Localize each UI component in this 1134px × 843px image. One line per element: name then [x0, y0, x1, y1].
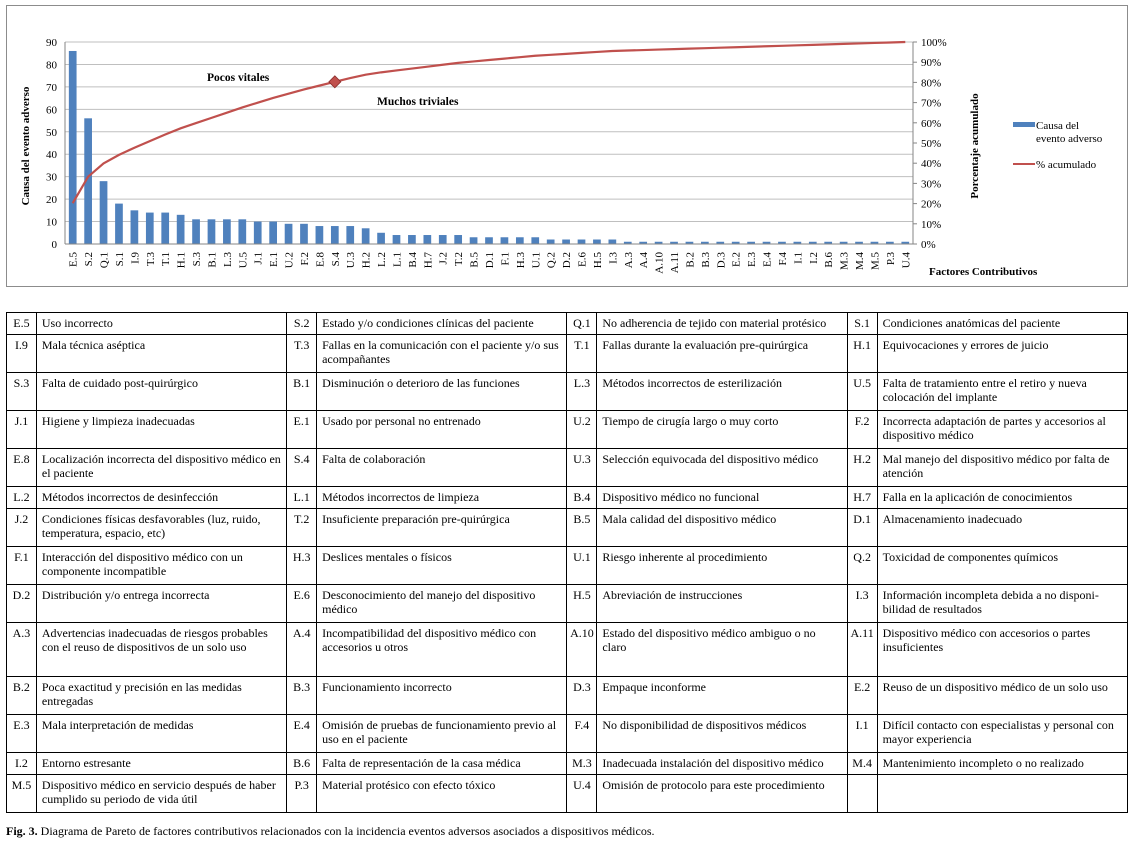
x-tick-label: L.2	[376, 252, 389, 267]
x-tick-label: Q.2	[545, 252, 558, 269]
x-tick-label: H.2	[360, 252, 373, 269]
factor-code: E.3	[7, 715, 37, 753]
factor-description: No disponibilidad de dispositivos médicos	[597, 715, 847, 753]
factor-code: B.6	[287, 753, 317, 775]
table-row	[7, 585, 1128, 623]
y-tick-label: 0	[51, 239, 57, 251]
factor-description: Insuficiente preparación pre-quirúrgica	[317, 509, 567, 547]
y-tick-label: 90	[46, 37, 57, 49]
x-tick-label: A.11	[669, 252, 682, 274]
x-tick-label: T.2	[453, 252, 466, 267]
factor-code: H.7	[847, 487, 877, 509]
bar-I.9	[131, 210, 139, 244]
x-tick-label: S.4	[329, 252, 342, 267]
x-tick-label: I.2	[807, 252, 820, 264]
pareto-chart	[7, 6, 1127, 286]
factor-description: Distribución y/o entrega incorrecta	[36, 585, 286, 623]
legend-label-bars-line2: evento adverso	[1036, 133, 1103, 145]
y2-tick-label: 20%	[921, 198, 942, 211]
bar-S.1	[115, 204, 123, 244]
factor-code: I.3	[847, 585, 877, 623]
factor-description: Información incompleta debida a no disponi-bilidad de resultados	[877, 585, 1127, 623]
factor-description: Fallas durante la evaluación pre-quirúrgica	[597, 335, 847, 373]
bar-U.2	[285, 224, 293, 244]
x-tick-label: B.1	[206, 252, 219, 268]
legend-swatch-bars	[1013, 122, 1035, 127]
table-row	[7, 715, 1128, 753]
factor-description: Fallas en la comunicación con el paciente y/o sus acompañantes	[317, 335, 567, 373]
y-tick-label: 10	[46, 216, 57, 229]
factor-description: Usado por personal no entrenado	[317, 411, 567, 449]
y2-tick-label: 70%	[921, 97, 942, 110]
x-tick-label: S.2	[83, 252, 96, 267]
factor-code: J.2	[7, 509, 37, 547]
bar-J.1	[254, 222, 262, 244]
factor-description: Advertencias inadecuadas de riesgos probables con el reuso de dispositivos de un solo uso	[36, 623, 286, 677]
bar-H.3	[516, 237, 524, 244]
x-tick-label: P.3	[884, 252, 897, 266]
factor-description: Condiciones anatómicas del paciente	[877, 313, 1127, 335]
factor-description: Condiciones físicas desfavorables (luz, ruido, temperatura, espacio, etc)	[36, 509, 286, 547]
x-tick-label: H.5	[591, 252, 604, 269]
factor-description: Incorrecta adaptación de partes y accesorios al dispositivo médico	[877, 411, 1127, 449]
factor-description: Falta de representación de la casa médica	[317, 753, 567, 775]
factor-legend-table	[6, 312, 1128, 813]
factor-description: Dispositivo médico no funcional	[597, 487, 847, 509]
y2-tick-label: 0%	[921, 239, 936, 251]
x-tick-label: U.5	[237, 252, 250, 269]
x-tick-label: I.3	[607, 252, 620, 264]
factor-description: Selección equivocada del dispositivo médico	[597, 449, 847, 487]
factor-description: Métodos incorrectos de desinfección	[36, 487, 286, 509]
factor-description: Tiempo de cirugía largo o muy corto	[597, 411, 847, 449]
x-tick-label: E.1	[268, 252, 281, 267]
bar-L.1	[393, 235, 401, 244]
bar-D.2	[562, 240, 570, 244]
factor-description: Toxicidad de componentes químicos	[877, 547, 1127, 585]
bar-B.1	[208, 219, 216, 244]
bar-E.8	[316, 226, 324, 244]
table-row	[7, 313, 1128, 335]
x-tick-label: U.3	[345, 252, 358, 269]
y2-tick-label: 30%	[921, 178, 942, 191]
factor-description: Mal manejo del dispositivo médico por falta de atención	[877, 449, 1127, 487]
bar-U.1	[531, 237, 539, 244]
x-tick-label: B.5	[468, 252, 481, 268]
factor-code: E.5	[7, 313, 37, 335]
annotation-muchos-triviales: Muchos triviales	[377, 96, 459, 108]
factor-code: B.2	[7, 677, 37, 715]
factor-description: Dispositivo médico en servicio después de haber cumplido su periodo de vida útil	[36, 775, 286, 813]
factor-description: Empaque inconforme	[597, 677, 847, 715]
y2-tick-label: 60%	[921, 117, 942, 130]
factor-code: H.2	[847, 449, 877, 487]
bar-S.4	[331, 226, 339, 244]
factor-code: D.2	[7, 585, 37, 623]
table-row	[7, 547, 1128, 585]
x-tick-label: H.7	[422, 252, 435, 269]
factor-description: Higiene y limpieza inadecuadas	[36, 411, 286, 449]
x-tick-label: U.1	[530, 252, 543, 269]
factor-description: Difícil contacto con especialistas y personal con mayor experiencia	[877, 715, 1127, 753]
y-tick-label: 30	[46, 171, 57, 184]
x-tick-label: E.2	[730, 252, 743, 267]
factor-description: Falta de cuidado post-quirúrgico	[36, 373, 286, 411]
table-row	[7, 411, 1128, 449]
factor-code: A.11	[847, 623, 877, 677]
x-tick-label: S.3	[191, 252, 204, 267]
bar-L.3	[223, 219, 231, 244]
factor-code: H.3	[287, 547, 317, 585]
table-row	[7, 335, 1128, 373]
factor-description: Reuso de un dispositivo médico de un solo uso	[877, 677, 1127, 715]
factor-description: Interacción del dispositivo médico con un componente incompatible	[36, 547, 286, 585]
factor-code: M.5	[7, 775, 37, 813]
factor-code: B.1	[287, 373, 317, 411]
bar-F.2	[300, 224, 308, 244]
bar-L.2	[377, 233, 385, 244]
caption-text: Diagrama de Pareto de factores contributivos relacionados con la incidencia eventos adversos asociados a dispositivos médicos.	[37, 824, 655, 838]
factor-description	[877, 775, 1127, 813]
bar-T.1	[161, 213, 169, 244]
x-tick-label: F.4	[776, 252, 789, 266]
x-tick-label: L.1	[391, 252, 404, 267]
table-row	[7, 449, 1128, 487]
bar-E.1	[269, 222, 277, 244]
factor-code: S.3	[7, 373, 37, 411]
factor-description: Mantenimiento incompleto o no realizado	[877, 753, 1127, 775]
x-tick-label: I.9	[129, 252, 142, 264]
x-tick-label: B.3	[699, 252, 712, 268]
bar-U.3	[346, 226, 354, 244]
factor-code: U.3	[567, 449, 597, 487]
factor-description: Equivocaciones y errores de juicio	[877, 335, 1127, 373]
annotation-pocos-vitales: Pocos vitales	[207, 72, 270, 84]
table-row	[7, 487, 1128, 509]
factor-code: E.6	[287, 585, 317, 623]
x-tick-label: Q.1	[98, 252, 111, 269]
y2-axis-title: Porcentaje acumulado	[969, 93, 981, 199]
x-tick-label: M.3	[838, 252, 851, 271]
factor-description: Falla en la aplicación de conocimientos	[877, 487, 1127, 509]
legend-label-line: % acumulado	[1036, 159, 1097, 171]
bar-E.5	[69, 51, 77, 244]
x-tick-label: H.3	[514, 252, 527, 269]
factor-code: H.5	[567, 585, 597, 623]
pareto-cutoff-marker	[329, 76, 341, 88]
x-tick-label: F.2	[298, 252, 311, 266]
bar-T.2	[454, 235, 462, 244]
factor-code: F.4	[567, 715, 597, 753]
x-tick-label: M.4	[854, 252, 867, 271]
factor-code: S.2	[287, 313, 317, 335]
bar-B.5	[470, 237, 478, 244]
factor-code: Q.1	[567, 313, 597, 335]
x-axis-title: Factores Contributivos	[929, 266, 1038, 278]
x-tick-label: B.6	[823, 252, 836, 268]
factor-code: D.3	[567, 677, 597, 715]
factor-description: Omisión de protocolo para este procedimiento	[597, 775, 847, 813]
factor-code: A.10	[567, 623, 597, 677]
table-row	[7, 373, 1128, 411]
factor-code: I.2	[7, 753, 37, 775]
table-row	[7, 753, 1128, 775]
factor-description: Disminución o deterioro de las funciones	[317, 373, 567, 411]
x-tick-label: F.1	[499, 252, 512, 266]
factor-code: B.3	[287, 677, 317, 715]
x-tick-label: A.4	[638, 252, 651, 269]
x-tick-label: H.1	[175, 252, 188, 269]
factor-description: Mala calidad del dispositivo médico	[597, 509, 847, 547]
factor-code: E.4	[287, 715, 317, 753]
bar-Q.2	[547, 240, 555, 244]
factor-code: J.1	[7, 411, 37, 449]
x-tick-label: I.1	[792, 252, 805, 264]
cumulative-line	[73, 42, 906, 203]
bar-I.3	[608, 240, 616, 244]
bar-H.2	[362, 228, 370, 244]
factor-code: T.3	[287, 335, 317, 373]
factor-code: T.2	[287, 509, 317, 547]
x-tick-label: E.3	[746, 252, 759, 267]
factor-code: D.1	[847, 509, 877, 547]
y-axis-title: Causa del evento adverso	[20, 86, 32, 206]
y2-tick-label: 80%	[921, 77, 942, 90]
bar-S.3	[192, 219, 200, 244]
factor-code: U.4	[567, 775, 597, 813]
legend	[1013, 120, 1103, 171]
x-tick-label: E.5	[67, 252, 80, 267]
factor-code: E.1	[287, 411, 317, 449]
factor-description: Entorno estresante	[36, 753, 286, 775]
bar-H.5	[593, 240, 601, 244]
x-tick-label: J.2	[437, 252, 450, 265]
x-tick-label: T.1	[160, 252, 173, 267]
factor-code: I.9	[7, 335, 37, 373]
factor-code: S.1	[847, 313, 877, 335]
factor-description: Poca exactitud y precisión en las medidas entregadas	[36, 677, 286, 715]
bar-H.1	[177, 215, 185, 244]
legend-label-bars-line1: Causa del	[1036, 120, 1080, 132]
x-tick-label: U.4	[900, 252, 913, 269]
factor-description: Incompatibilidad del dispositivo médico con accesorios u otros	[317, 623, 567, 677]
factor-code	[847, 775, 877, 813]
x-tick-label: A.3	[622, 252, 635, 269]
table-row	[7, 677, 1128, 715]
x-tick-label: S.1	[113, 252, 126, 267]
bar-H.7	[423, 235, 431, 244]
factor-description: Estado y/o condiciones clínicas del paciente	[317, 313, 567, 335]
factor-code: U.5	[847, 373, 877, 411]
factor-description: Material protésico con efecto tóxico	[317, 775, 567, 813]
bar-D.1	[485, 237, 493, 244]
x-tick-label: B.4	[406, 252, 419, 268]
x-tick-label: J.1	[252, 252, 265, 265]
y2-tick-label: 40%	[921, 158, 942, 171]
bar-U.5	[238, 219, 246, 244]
factor-description: Métodos incorrectos de limpieza	[317, 487, 567, 509]
figure-caption	[6, 824, 654, 839]
factor-code: L.3	[567, 373, 597, 411]
factor-description: Falta de tratamiento entre el retiro y nueva colocación del implante	[877, 373, 1127, 411]
factor-code: E.8	[7, 449, 37, 487]
factor-description: Uso incorrecto	[36, 313, 286, 335]
factor-description: Estado del dispositivo médico ambiguo o no claro	[597, 623, 847, 677]
factor-code: F.1	[7, 547, 37, 585]
factor-description: Almacenamiento inadecuado	[877, 509, 1127, 547]
factor-description: Falta de colaboración	[317, 449, 567, 487]
x-tick-label: A.10	[653, 252, 666, 274]
x-tick-label: L.3	[221, 252, 234, 267]
x-tick-label: D.1	[484, 252, 496, 269]
caption-label: Fig. 3.	[6, 824, 38, 838]
x-tick-label: E.8	[314, 252, 327, 267]
factor-code: H.1	[847, 335, 877, 373]
factor-description: Mala técnica aséptica	[36, 335, 286, 373]
factor-description: No adherencia de tejido con material protésico	[597, 313, 847, 335]
factor-code: M.4	[847, 753, 877, 775]
factor-code: F.2	[847, 411, 877, 449]
factor-code: U.1	[567, 547, 597, 585]
bar-T.3	[146, 213, 154, 244]
y-tick-label: 40	[46, 149, 57, 162]
factor-code: P.3	[287, 775, 317, 813]
x-tick-label: M.5	[869, 252, 882, 271]
factor-code: T.1	[567, 335, 597, 373]
y2-tick-label: 10%	[921, 218, 942, 231]
factor-description: Métodos incorrectos de esterilización	[597, 373, 847, 411]
factor-description: Inadecuada instalación del dispositivo médico	[597, 753, 847, 775]
bar-E.6	[578, 240, 586, 244]
y-tick-label: 60	[46, 104, 57, 117]
factor-description: Funcionamiento incorrecto	[317, 677, 567, 715]
factor-code: L.1	[287, 487, 317, 509]
factor-code: U.2	[567, 411, 597, 449]
y2-tick-label: 100%	[921, 37, 947, 49]
factor-code: L.2	[7, 487, 37, 509]
bar-Q.1	[100, 181, 108, 244]
factor-code: B.5	[567, 509, 597, 547]
x-tick-label: D.3	[715, 252, 728, 269]
bar-J.2	[439, 235, 447, 244]
x-tick-label: E.6	[576, 252, 589, 267]
table-row	[7, 623, 1128, 677]
y-tick-label: 70	[46, 81, 57, 94]
factor-code: I.1	[847, 715, 877, 753]
y-tick-label: 80	[46, 59, 57, 72]
factor-code: A.3	[7, 623, 37, 677]
table-row	[7, 509, 1128, 547]
factor-code: B.4	[567, 487, 597, 509]
x-tick-label: E.4	[761, 252, 774, 267]
x-tick-label: U.2	[283, 252, 296, 269]
factor-description: Mala interpretación de medidas	[36, 715, 286, 753]
factor-code: S.4	[287, 449, 317, 487]
x-tick-label: D.2	[561, 252, 574, 269]
pareto-chart-frame	[6, 5, 1128, 287]
y2-tick-label: 90%	[921, 57, 942, 70]
x-tick-label: B.2	[684, 252, 697, 268]
factor-description: Localización incorrecta del dispositivo médico en el paciente	[36, 449, 286, 487]
y-tick-label: 20	[46, 194, 57, 207]
factor-description: Deslices mentales o físicos	[317, 547, 567, 585]
table-row	[7, 775, 1128, 813]
factor-description: Omisión de pruebas de funcionamiento previo al uso en el paciente	[317, 715, 567, 753]
factor-description: Dispositivo médico con accesorios o partes insuficientes	[877, 623, 1127, 677]
y-tick-label: 50	[46, 126, 57, 139]
x-tick-label: T.3	[144, 252, 157, 267]
factor-description: Abreviación de instrucciones	[597, 585, 847, 623]
legend-label-bars	[1036, 120, 1103, 145]
factor-description: Riesgo inherente al procedimiento	[597, 547, 847, 585]
factor-code: A.4	[287, 623, 317, 677]
factor-code: Q.2	[847, 547, 877, 585]
factor-code: M.3	[567, 753, 597, 775]
y2-tick-label: 50%	[921, 138, 942, 150]
factor-description: Desconocimiento del manejo del dispositivo médico	[317, 585, 567, 623]
bar-F.1	[501, 237, 509, 244]
factor-code: E.2	[847, 677, 877, 715]
bar-B.4	[408, 235, 416, 244]
